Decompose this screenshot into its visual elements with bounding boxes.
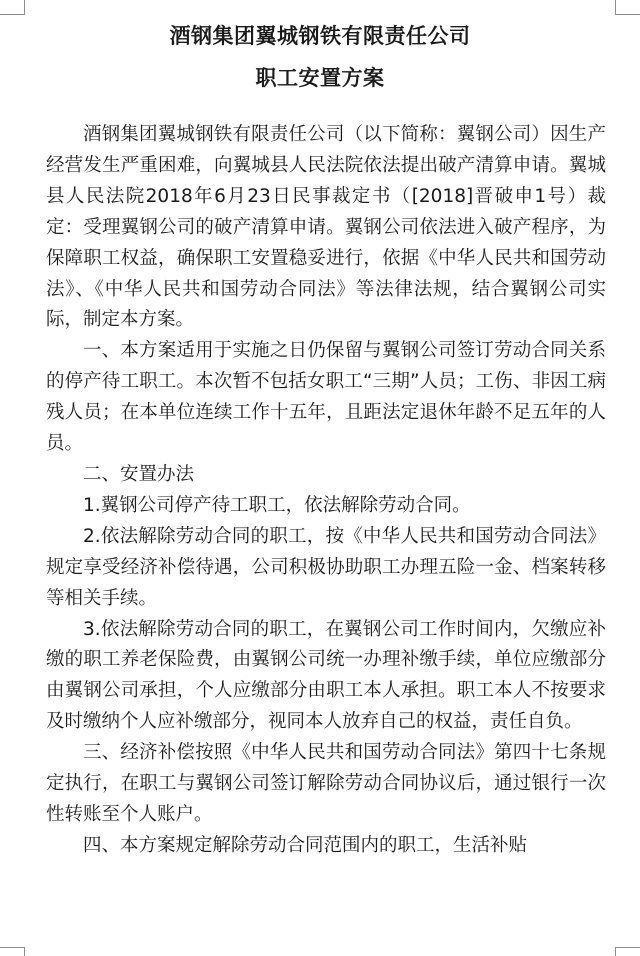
crop-mark-bottom-right xyxy=(615,947,640,956)
paragraph-scope: 一、本方案适用于实施之日仍保留与翼钢公司签订劳动合同关系的停产待工职工。本次暂不包括女职工“三期”人员；工伤、非因工病残人员；在本单位连续工作十五年，且距法定退休年龄不足五年的人员。 xyxy=(46,340,606,455)
document-body xyxy=(46,120,606,862)
paragraph-item-2: 2.依法解除劳动合同的职工，按《中华人民共和国劳动合同法》规定享受经济补偿待遇，公司积极协助职工办理五险一金、档案转移等相关手续。 xyxy=(46,525,606,609)
paragraph-subsidy: 四、本方案规定解除劳动合同范围内的职工，生活补贴 xyxy=(83,834,528,856)
crop-mark-top-left xyxy=(0,0,25,15)
paragraph-item-3: 3.依法解除劳动合同的职工，在翼钢公司工作时间内，欠缴应补缴的职工养老保险费，由翼钢公司统一办理补缴手续，单位应缴部分由翼钢公司承担，个人应缴部分由职工本人承担。职工本人不按要求及时缴纳个人应补缴部分，视同本人放弃自己的权益，责任自负。 xyxy=(46,618,606,733)
paragraph-intro: 酒钢集团翼城钢铁有限责任公司（以下简称：翼钢公司）因生产经营发生严重困难，向翼城县人民法院依法提出破产清算申请。翼城县人民法院2018年6月23日民事裁定书（[2018]晋破申1号）裁定：受理翼钢公司的破产清算申请。翼钢公司依法进入破产程序，为保障职工权益，确保职工安置稳妥进行，依据《中华人民共和国劳动法》、《中华人民共和国劳动合同法》等法律法规，结合翼钢公司实际，制定本方案。 xyxy=(46,124,606,331)
crop-mark-top-right xyxy=(615,0,640,15)
paragraph-compensation: 三、经济补偿按照《中华人民共和国劳动合同法》第四十七条规定执行，在职工与翼钢公司签订解除劳动合同协议后，通过银行一次性转账至个人账户。 xyxy=(46,742,606,825)
document-subtitle: 职工安置方案 xyxy=(255,66,385,90)
document-title: 酒钢集团翼城钢铁有限责任公司 xyxy=(169,24,471,48)
paragraph-item-1: 1.翼钢公司停产待工职工，依法解除劳动合同。 xyxy=(83,494,471,516)
section-heading-placement: 二、安置办法 xyxy=(83,463,195,485)
crop-mark-bottom-left xyxy=(0,947,25,956)
